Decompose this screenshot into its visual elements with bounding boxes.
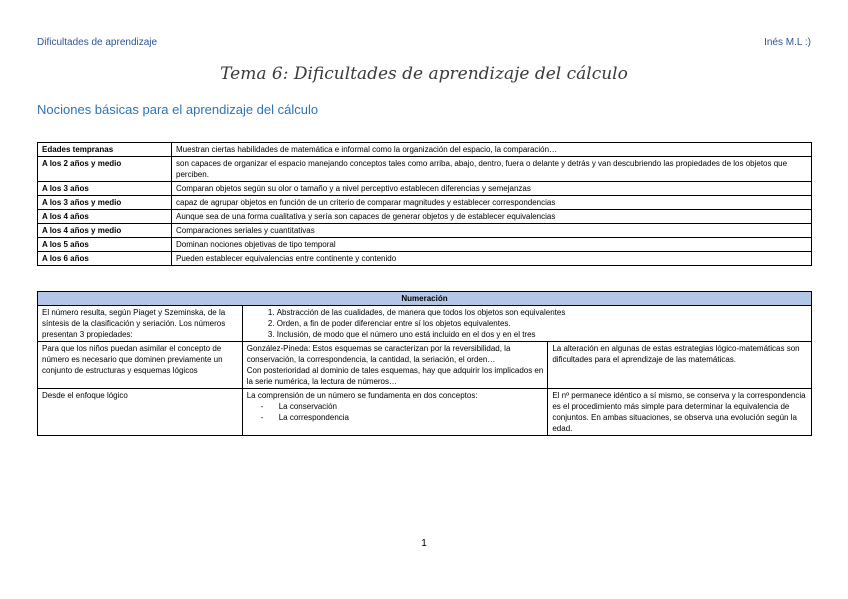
table-header-row bbox=[38, 292, 812, 306]
age-description: son capaces de organizar el espacio manejando conceptos tales como arriba, abajo, dentro, fuera o delante y detrás y van descubriendo las propiedades de los objetos que perciben. bbox=[172, 157, 812, 182]
concepts-list bbox=[247, 401, 544, 423]
properties-cell bbox=[242, 306, 811, 342]
list-item: - La correspondencia bbox=[279, 412, 544, 423]
age-label: A los 6 años bbox=[38, 252, 172, 266]
table-row bbox=[38, 196, 812, 210]
age-description: Aunque sea de una forma cualitativa y sería son capaces de generar objetos y de establecer equivalencias bbox=[172, 210, 812, 224]
age-label: A los 5 años bbox=[38, 238, 172, 252]
age-label: A los 2 años y medio bbox=[38, 157, 172, 182]
table-row bbox=[38, 157, 812, 182]
list-item: 3. Inclusión, de modo que el número uno está incluido en el dos y en el tres bbox=[277, 329, 807, 340]
table-row bbox=[38, 224, 812, 238]
table-row bbox=[38, 143, 812, 157]
numeracion-heading: Numeración bbox=[38, 292, 812, 306]
piaget-cell: El número resulta, según Piaget y Szeminska, de la síntesis de la clasificación y seriación. Los números presentan 3 propiedades: bbox=[38, 306, 243, 342]
age-description: Muestran ciertas habilidades de matemática e informal como la organización del espacio, la comparación… bbox=[172, 143, 812, 157]
alteration-cell: La alteración en algunas de estas estrategias lógico-matemáticas son dificultades para el aprendizaje de las matemáticas. bbox=[548, 342, 812, 389]
table-row bbox=[38, 306, 812, 342]
age-description: Comparan objetos según su olor o tamaño y a nivel perceptivo establecen diferencias y semejanzas bbox=[172, 182, 812, 196]
table-row bbox=[38, 252, 812, 266]
age-label: A los 4 años bbox=[38, 210, 172, 224]
properties-list bbox=[247, 307, 807, 340]
age-description: Comparaciones seriales y cuantitativas bbox=[172, 224, 812, 238]
table-row bbox=[38, 389, 812, 436]
age-description: capaz de agrupar objetos en función de un criterio de comparar magnitudes y establecer correspondencias bbox=[172, 196, 812, 210]
gonzalez-pineda-text: González-Pineda: Estos esquemas se caracterizan por la reversibilidad, la conservación, la correspondencia, la cantidad, la seriación, el orden… bbox=[246, 344, 511, 364]
age-label: A los 3 años bbox=[38, 182, 172, 196]
gonzalez-pineda-cell bbox=[242, 342, 548, 389]
page-title: Tema 6: Dificultades de aprendizaje del cálculo bbox=[220, 64, 628, 84]
page-number: 1 bbox=[421, 538, 427, 549]
list-item: - La conservación bbox=[279, 401, 544, 412]
header-left: Dificultades de aprendizaje bbox=[37, 37, 158, 48]
posterior-text: Con posterioridad al dominio de tales esquemas, hay que adquirir los implicados en la serie numérica, la lectura de números… bbox=[246, 366, 544, 386]
table-row bbox=[38, 238, 812, 252]
list-item: 2. Orden, a fin de poder diferenciar entre sí los objetos equivalentes. bbox=[277, 318, 807, 329]
comprehension-cell bbox=[242, 389, 548, 436]
numeracion-table bbox=[37, 291, 812, 436]
comprehension-text: La comprensión de un número se fundamenta en dos conceptos: bbox=[246, 391, 478, 400]
table-row bbox=[38, 182, 812, 196]
table-row bbox=[38, 342, 812, 389]
age-description: Pueden establecer equivalencias entre continente y contenido bbox=[172, 252, 812, 266]
header-right: Inés M.L :) bbox=[764, 37, 811, 48]
age-label: Edades tempranas bbox=[38, 143, 172, 157]
ages-table bbox=[37, 142, 812, 266]
section-subtitle: Nociones básicas para el aprendizaje del cálculo bbox=[37, 102, 319, 117]
schemes-cell: Para que los niños puedan asimilar el concepto de número es necesario que dominen previamente un conjunto de estructuras y esquemas lógicos bbox=[38, 342, 243, 389]
logical-approach-cell: Desde el enfoque lógico bbox=[38, 389, 243, 436]
age-label: A los 3 años y medio bbox=[38, 196, 172, 210]
list-item: 1. Abstracción de las cualidades, de manera que todos los objetos son equivalentes bbox=[277, 307, 807, 318]
age-description: Dominan nociones objetivas de tipo temporal bbox=[172, 238, 812, 252]
age-label: A los 4 años y medio bbox=[38, 224, 172, 238]
conservation-cell: El nº permanece idéntico a sí mismo, se conserva y la correspondencia es el procedimiento más simple para determinar la equivalencia de conjuntos. En ambas situaciones, se observa una evolución según la edad. bbox=[548, 389, 812, 436]
table-row bbox=[38, 210, 812, 224]
